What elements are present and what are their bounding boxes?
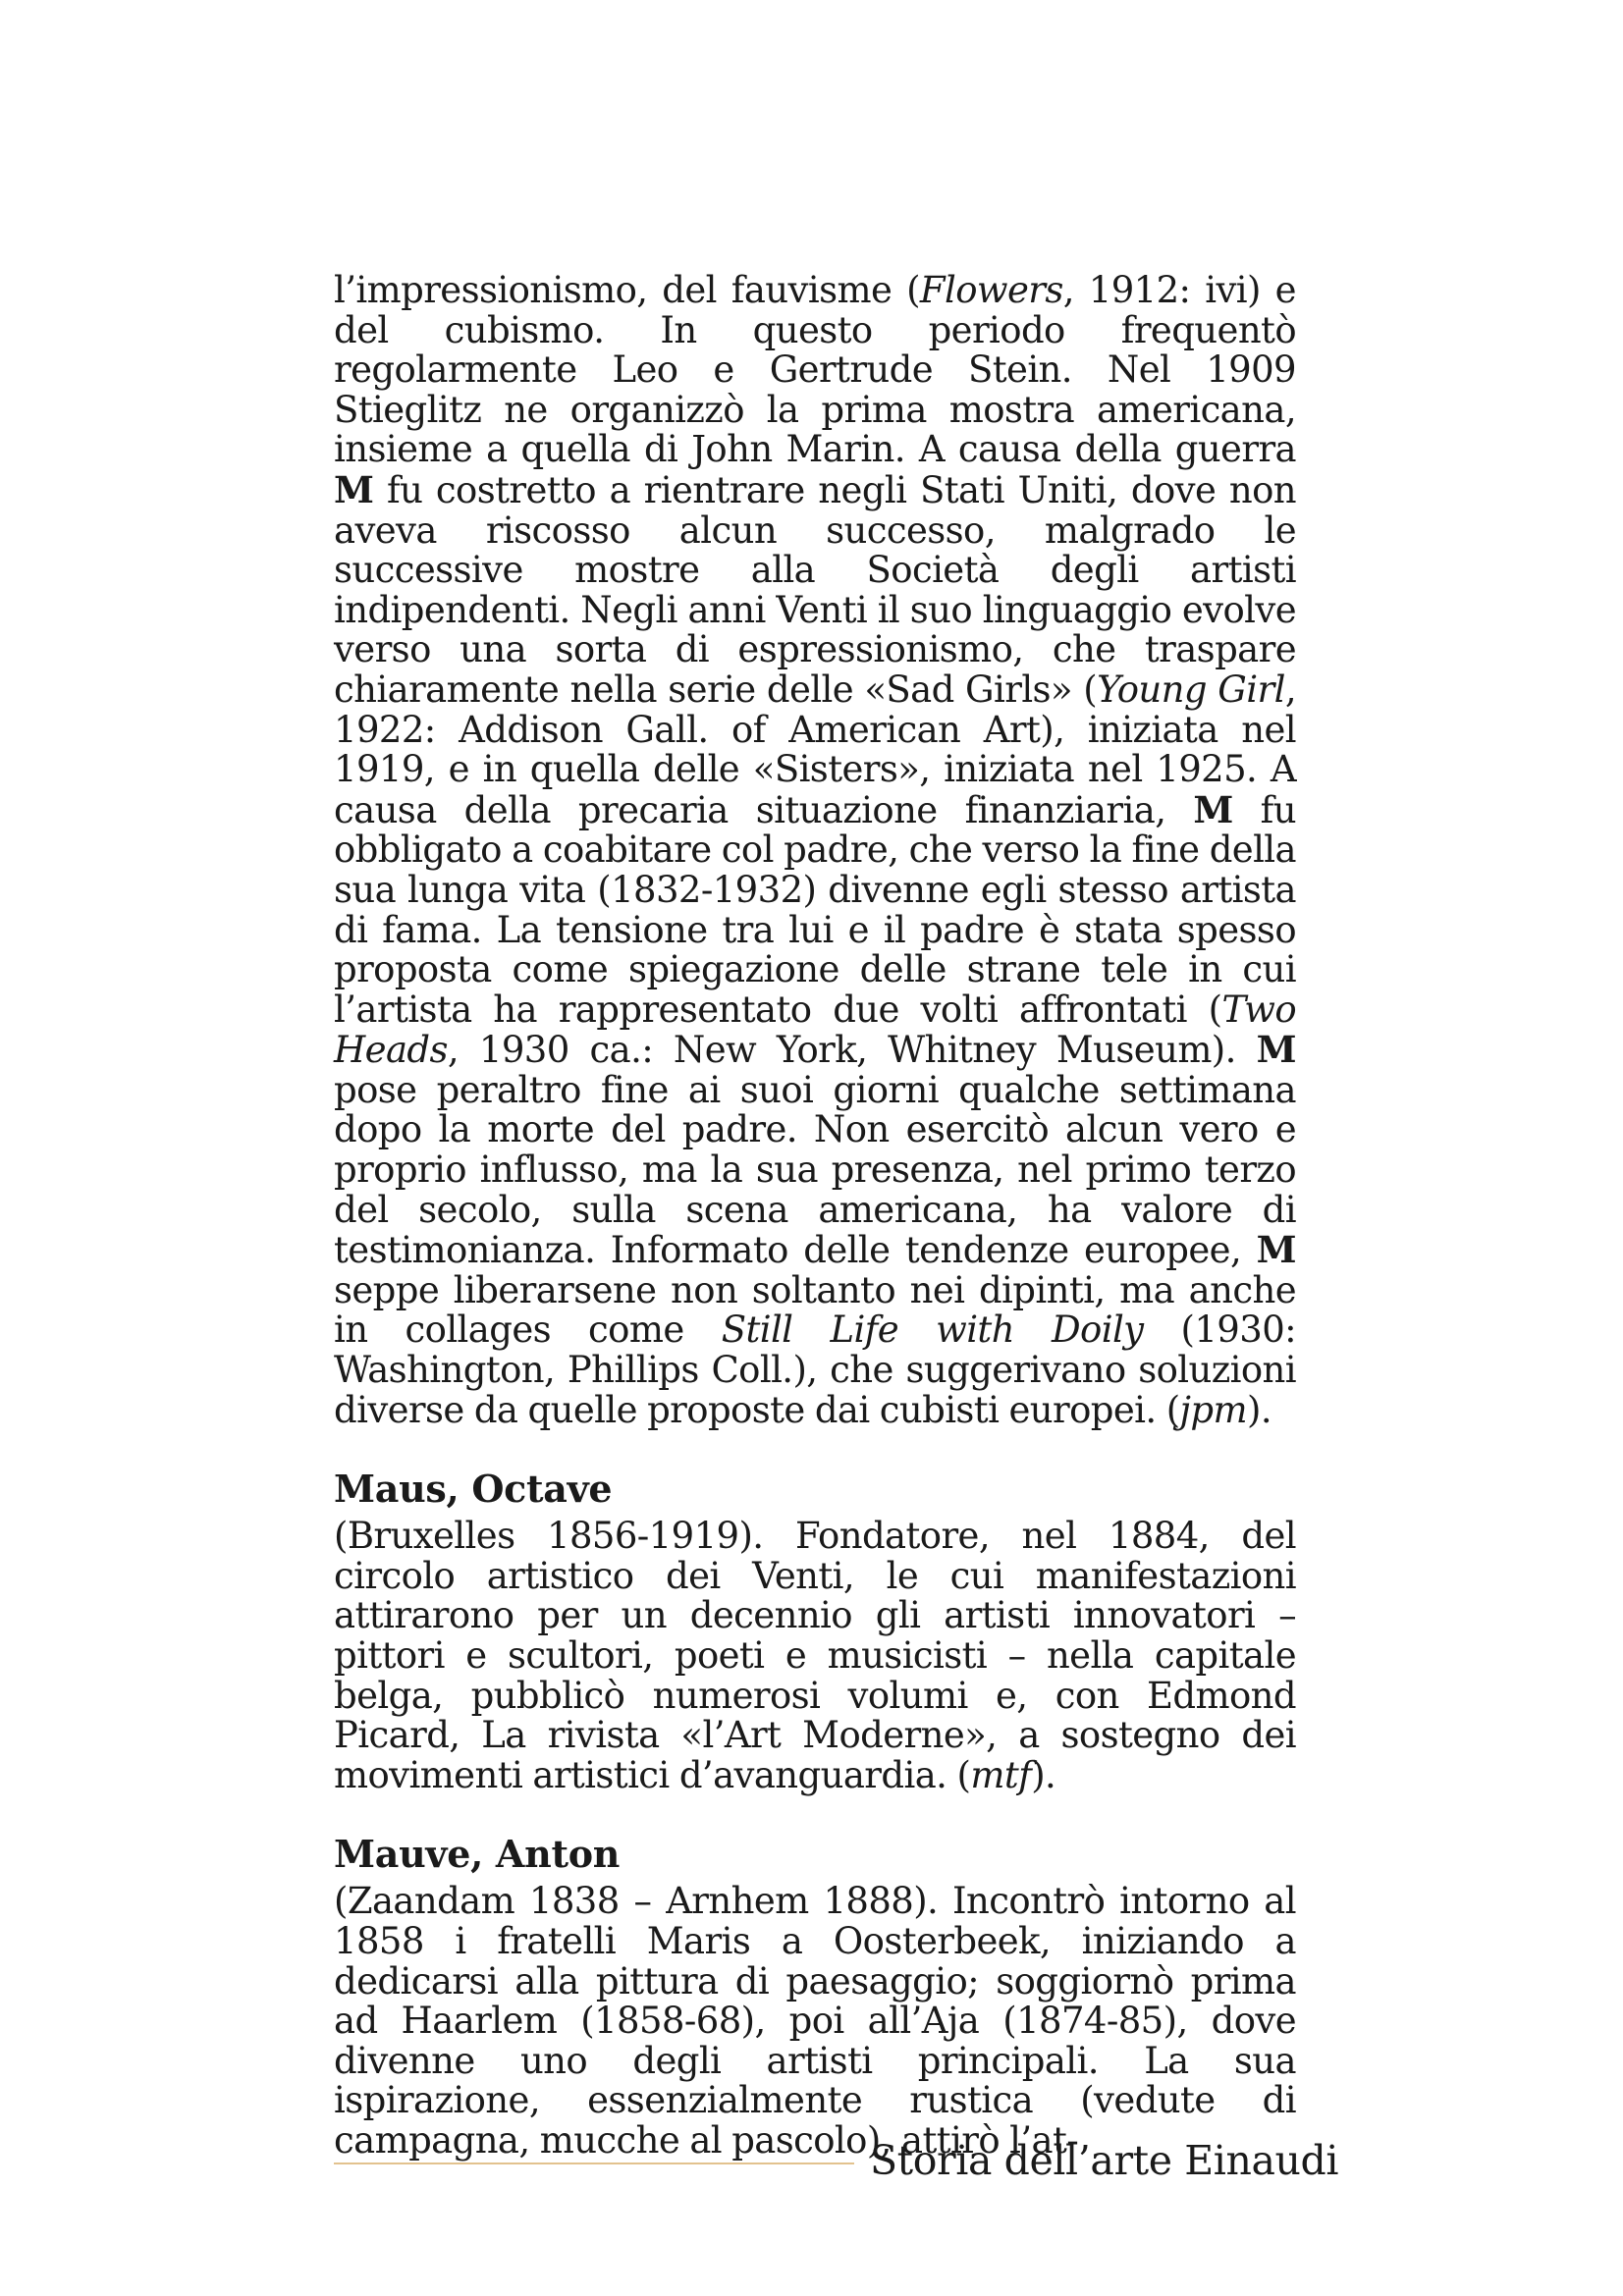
- text-run: seppe liberarsene non soltanto nei dipinti, ma anche in collages come: [334, 1268, 1296, 1352]
- text-run: pose peraltro fine ai suoi giorni qualche settimana dopo la morte del padre. Non esercitò alcun vero e proprio influsso, ma la sua presenza, nel primo terzo del secolo, sulla scena americana, ha valore di testimonianza. Informato delle tendenze europee,: [334, 1068, 1296, 1272]
- entry-abbreviation: M: [334, 467, 374, 511]
- entry-body: [334, 1882, 1296, 2161]
- entry-body: [334, 1517, 1296, 1795]
- artwork-title: Still Life with Doily: [721, 1308, 1144, 1352]
- text-run: ).: [1247, 1388, 1271, 1431]
- entry-abbreviation: M: [1256, 1228, 1296, 1272]
- entry-abbreviation: M: [1193, 787, 1233, 831]
- text-run: (Zaandam 1838 – Arnhem 1888). Incontrò intorno al 1858 i fratelli Maris a Oosterbeek, iniziando a dedicarsi alla pittura di paesaggio; soggiornò prima ad Haarlem (1858-68), poi all’Aja (1874-85), dove divenne uno degli artisti principali. La sua ispirazione, essenzialmente rustica (vedute di campagna, mucche al pascolo), attirò l’at-: [334, 1880, 1296, 2162]
- author-initials: jpm: [1179, 1388, 1247, 1431]
- continuation-paragraph: [334, 271, 1296, 1430]
- text-run: fu obbligato a coabitare col padre, che verso la fine della sua lunga vita (1832-1932) divenne egli stesso artista di fama. La tensione tra lui e il padre è stata spesso proposta come spiegazione delle strane tele in cui l’artista ha rappresentato due volti affrontati (: [334, 788, 1296, 1031]
- entry-heading: Maus, Octave: [334, 1467, 613, 1512]
- text-run: , 1912: ivi) e del cubismo. In questo periodo frequentò regolarmente Leo e Gertrude Stein. Nel 1909 Stieglitz ne organizzò la prima mostra americana, insieme a quella di John Marin. A causa della guerra: [334, 269, 1296, 471]
- footer-rule: [334, 2163, 854, 2164]
- text-run: fu costretto a rientrare negli Stati Uniti, dove non aveva riscosso alcun successo, malgrado le successive mostre alla Società degli artisti indipendenti. Negli anni Venti il suo linguaggio evolve verso una sorta di espressionismo, che traspare chiaramente nella serie delle «Sad Girls» (: [334, 468, 1296, 711]
- text-run: l’impressionismo, del fauvisme (: [334, 269, 920, 311]
- text-run: , 1930 ca.: New York, Whitney Museum).: [447, 1029, 1257, 1072]
- author-initials: mtf: [970, 1753, 1032, 1796]
- text-run: (Bruxelles 1856-1919). Fondatore, nel 1884, del circolo artistico dei Venti, le cui manifestazioni attirarono per un decennio gli artisti innovatori – pittori e scultori, poeti e musicisti – nella capitale belga, pubblicò numerosi volumi e, con Edmond Picard, La rivista «l’Art Moderne», a sostegno dei movimenti artistici d’avanguardia. (: [334, 1515, 1296, 1796]
- artwork-title: Young Girl: [1097, 667, 1285, 711]
- text-run: (1930: Washington, Phillips Coll.), che suggerivano soluzioni diverse da quelle proposte dai cubisti europei. (: [334, 1308, 1296, 1431]
- artwork-title: Flowers: [919, 269, 1063, 311]
- text-run: , 1922: Addison Gall. of American Art), iniziata nel 1919, e in quella delle «Sisters», iniziata nel 1925. A causa della precaria situazione finanziaria,: [334, 667, 1296, 831]
- footer-label: Storia dell’arte Einaudi: [870, 2137, 1339, 2184]
- entry-mauve-anton: [334, 1833, 1296, 2161]
- text-run: ).: [1031, 1753, 1056, 1796]
- entry-heading: Mauve, Anton: [334, 1832, 621, 1877]
- artwork-title: Two Heads: [334, 988, 1296, 1072]
- entry-maus-octave: [334, 1468, 1296, 1795]
- entry-abbreviation: M: [1256, 1028, 1296, 1072]
- page-content: [334, 271, 1296, 2162]
